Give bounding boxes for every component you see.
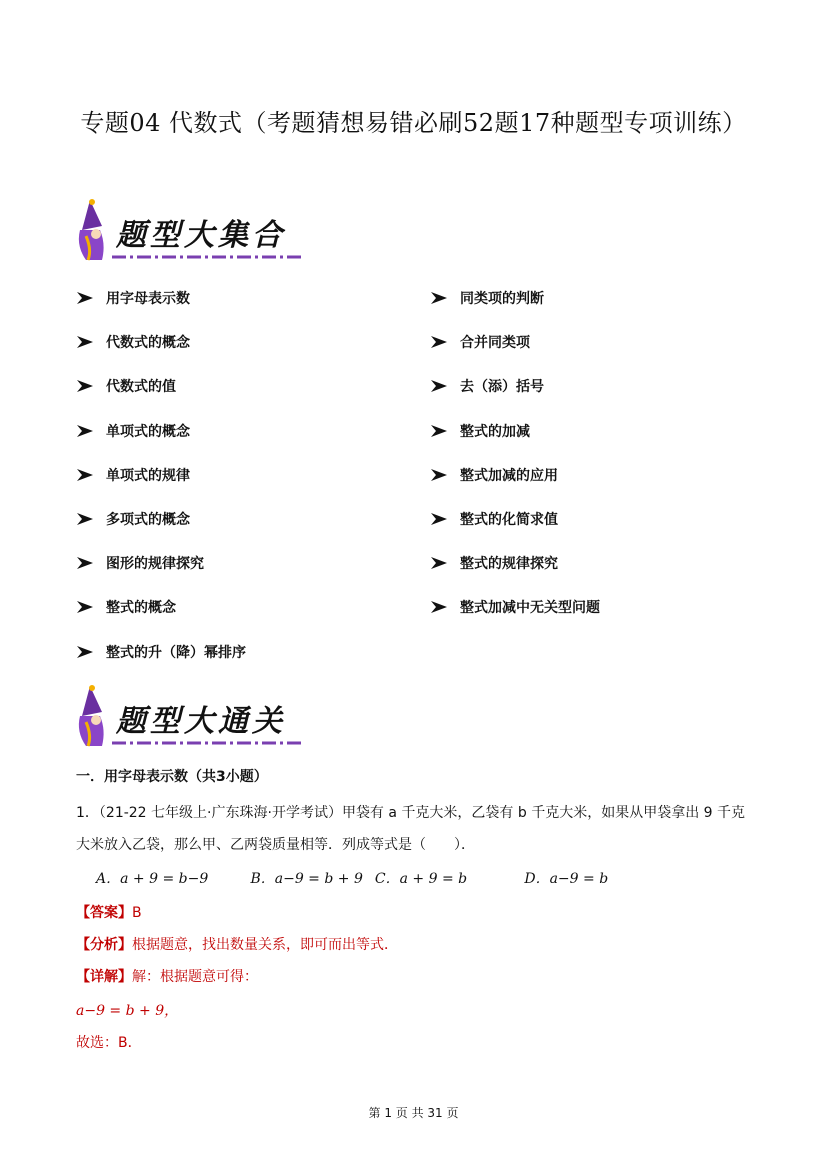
arrow-bullet-icon [76,335,94,349]
detail-line [76,966,258,986]
banner-topic-collection [72,196,304,264]
banner-underline [112,254,302,260]
topic-item [430,597,600,617]
answer-label: 【答案】 [76,905,132,921]
section-heading: 一．用字母表示数（共3小题） [76,769,268,785]
banner-underline [112,740,302,746]
arrow-bullet-icon [430,512,448,526]
topic-item [76,332,190,352]
detail-text: 解：根据题意可得： [132,969,258,985]
topic-label: 整式加减的应用 [460,467,558,484]
arrow-bullet-icon [76,468,94,482]
detail-label: 【详解】 [76,969,132,985]
topic-label: 去（添）括号 [460,379,544,396]
topic-item [76,509,190,529]
analysis-text: 根据题意，找出数量关系，即可而出等式． [132,937,398,953]
topic-item [430,553,558,573]
topic-item [76,597,176,617]
question-line-2: 大米放入乙袋，那么甲、乙两袋质量相等．列成等式是（ ）． [76,837,475,853]
topic-item [430,376,544,396]
topic-item [76,553,204,573]
topic-item [430,332,530,352]
option-d: D．a−9 = b [524,871,609,887]
arrow-bullet-icon [76,291,94,305]
arrow-bullet-icon [430,424,448,438]
topic-label: 单项式的规律 [106,467,190,484]
topic-item [76,421,190,441]
topic-label: 同类项的判断 [460,291,544,307]
arrow-bullet-icon [430,468,448,482]
topic-item [76,376,176,396]
topic-label: 整式的规律探究 [460,556,558,573]
topic-item [76,642,246,662]
topic-label: 合并同类项 [460,335,530,352]
topic-label: 单项式的概念 [106,423,190,440]
analysis-line [76,934,398,954]
page-title: 专题04 代数式（考题猜想易错必刷52题17种题型专项训练） [80,109,747,137]
topic-label: 代数式的概念 [106,335,190,352]
arrow-bullet-icon [430,600,448,614]
conclusion-line: 故选：B． [76,1035,142,1051]
page-footer: 第 1 页 共 31 页 [368,1106,459,1120]
topic-label: 代数式的值 [106,379,176,396]
option-b: B．a−9 = b + 9 [250,871,363,887]
arrow-bullet-icon [430,379,448,393]
arrow-bullet-icon [430,291,448,305]
topic-item [430,509,558,529]
arrow-bullet-icon [430,556,448,570]
option-c: C．a + 9 = b [374,871,468,887]
banner-title: 题型大集合 [116,218,286,253]
topic-item [76,288,190,308]
arrow-bullet-icon [76,512,94,526]
topic-item [430,421,530,441]
topic-label: 整式的化简求值 [460,512,558,528]
topic-label: 整式的概念 [106,600,176,617]
topic-label: 图形的规律探究 [106,556,204,573]
topic-item [430,465,558,485]
answer-options [96,868,608,888]
topic-label: 整式加减中无关型问题 [460,600,600,617]
topic-item [76,465,190,485]
equation-line: a−9 = b + 9， [76,1003,179,1019]
answer-text: B [132,905,142,921]
analysis-label: 【分析】 [76,937,132,953]
topic-label: 整式的升（降）幂排序 [106,644,246,661]
banner-title: 题型大通关 [116,704,286,739]
topic-item [430,288,544,308]
option-a: A．a + 9 = b−9 [96,871,209,887]
answer-line [76,902,142,922]
arrow-bullet-icon [430,335,448,349]
arrow-bullet-icon [76,556,94,570]
arrow-bullet-icon [76,379,94,393]
arrow-bullet-icon [76,424,94,438]
topic-label: 整式的加减 [460,423,530,440]
arrow-bullet-icon [76,645,94,659]
banner-topic-practice [72,682,304,750]
arrow-bullet-icon [76,600,94,614]
question-line-1: 1．（21-22 七年级上·广东珠海·开学考试）甲袋有 a 千克大米，乙袋有 b 千克大米，如果从甲袋拿出 9 千克 [76,805,746,821]
topic-label: 多项式的概念 [106,512,190,528]
topic-label: 用字母表示数 [106,291,190,307]
